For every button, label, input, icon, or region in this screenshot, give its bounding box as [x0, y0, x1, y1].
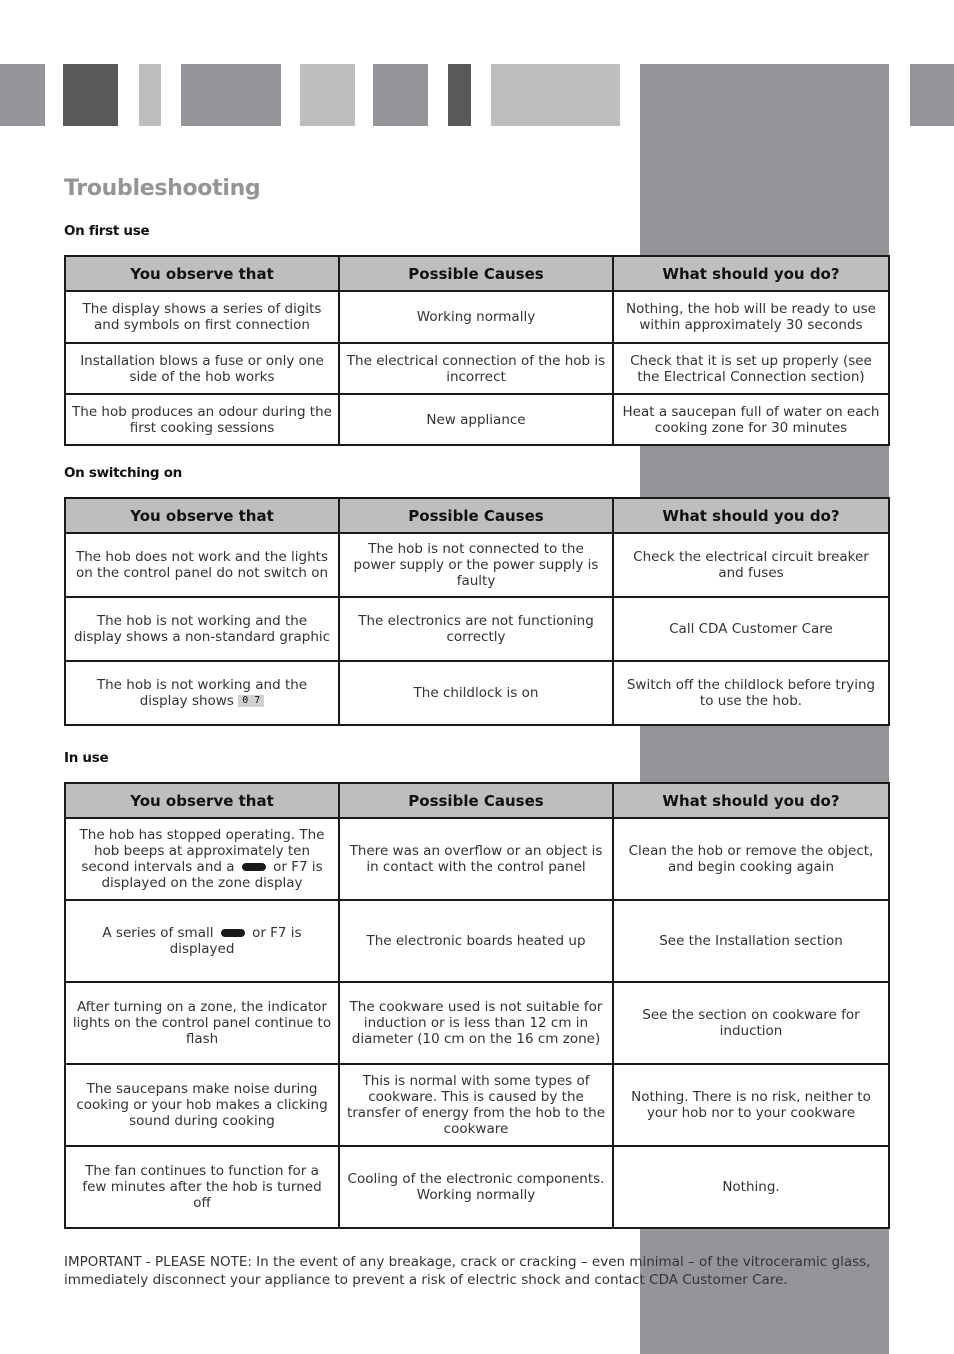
table-row [65, 1064, 889, 1146]
observe-text: or F7 is displayed on the zone display [101, 859, 323, 891]
observe-text: The hob is not working and the display shows [96, 677, 308, 709]
cause-cell: The electronics are not functioning correctly [339, 597, 613, 661]
header-band [63, 64, 118, 126]
table-row [65, 982, 889, 1064]
table-row [65, 291, 889, 343]
header-band [0, 64, 45, 126]
table-row [65, 900, 889, 982]
observe-text: The hob has stopped operating. The hob beeps at approximately ten second intervals and a [79, 827, 325, 875]
observe-cell: The saucepans make noise during cooking or your hob makes a clicking sound during cooking [65, 1064, 339, 1146]
header-band [139, 64, 161, 126]
observe-cell: Installation blows a fuse or only one side of the hob works [65, 343, 339, 394]
table-first-use [64, 255, 890, 446]
cause-cell: The cookware used is not suitable for induction or is less than 12 cm in diameter (10 cm on the 16 cm zone) [339, 982, 613, 1064]
action-cell: Check that it is set up properly (see the Electrical Connection section) [613, 343, 889, 394]
action-cell: See the section on cookware for induction [613, 982, 889, 1064]
cause-cell: This is normal with some types of cookware. This is caused by the transfer of energy from the hob to the cookware [339, 1064, 613, 1146]
section-label-switching-on: On switching on [64, 465, 182, 481]
cause-cell: There was an overflow or an object is in contact with the control panel [339, 818, 613, 900]
header-band [910, 64, 954, 126]
column-header: You observe that [65, 498, 339, 533]
header-band [373, 64, 428, 126]
header-band [448, 64, 471, 126]
observe-cell [65, 661, 339, 725]
observe-cell: The fan continues to function for a few minutes after the hob is turned off [65, 1146, 339, 1228]
action-cell: Heat a saucepan full of water on each cooking zone for 30 minutes [613, 394, 889, 445]
cause-cell: New appliance [339, 394, 613, 445]
header-band [181, 64, 281, 126]
observe-cell: After turning on a zone, the indicator lights on the control panel continue to flash [65, 982, 339, 1064]
action-cell: Clean the hob or remove the object, and begin cooking again [613, 818, 889, 900]
table-row [65, 818, 889, 900]
observe-text: or F7 is displayed [169, 925, 302, 957]
action-cell: Call CDA Customer Care [613, 597, 889, 661]
column-header: Possible Causes [339, 256, 613, 291]
table-row [65, 1146, 889, 1228]
important-note: IMPORTANT - PLEASE NOTE: In the event of any breakage, crack or cracking – even minimal – of the vitroceramic glass, immediately disconnect your appliance to prevent a risk of electric shock and contact CDA Customer Care. [64, 1254, 871, 1288]
cause-cell: The childlock is on [339, 661, 613, 725]
action-cell: Switch off the childlock before trying to use the hob. [613, 661, 889, 725]
action-cell: Check the electrical circuit breaker and fuses [613, 533, 889, 597]
table-row [65, 394, 889, 445]
table-row [65, 343, 889, 394]
table-switching-on [64, 497, 890, 726]
observe-cell [65, 900, 339, 982]
table-row [65, 661, 889, 725]
table-row [65, 533, 889, 597]
section-label-in-use: In use [64, 750, 109, 766]
header-band [300, 64, 355, 126]
action-cell: See the Installation section [613, 900, 889, 982]
column-header: Possible Causes [339, 498, 613, 533]
action-cell: Nothing. [613, 1146, 889, 1228]
column-header: You observe that [65, 256, 339, 291]
observe-cell: The hob is not working and the display shows a non-standard graphic [65, 597, 339, 661]
childlock-display-icon: 0 7 [238, 695, 264, 707]
cause-cell: The hob is not connected to the power supply or the power supply is faulty [339, 533, 613, 597]
table-header-row [65, 498, 889, 533]
section-label-first-use: On first use [64, 223, 150, 239]
observe-cell: The hob produces an odour during the first cooking sessions [65, 394, 339, 445]
pill-symbol-icon [242, 863, 266, 871]
cause-cell: The electrical connection of the hob is incorrect [339, 343, 613, 394]
cause-cell: The electronic boards heated up [339, 900, 613, 982]
column-header: You observe that [65, 783, 339, 818]
observe-cell: The display shows a series of digits and symbols on first connection [65, 291, 339, 343]
page-title: Troubleshooting [64, 176, 261, 201]
column-header: What should you do? [613, 783, 889, 818]
column-header: Possible Causes [339, 783, 613, 818]
action-cell: Nothing. There is no risk, neither to your hob nor to your cookware [613, 1064, 889, 1146]
table-in-use [64, 782, 890, 1229]
action-cell: Nothing, the hob will be ready to use within approximately 30 seconds [613, 291, 889, 343]
table-header-row [65, 783, 889, 818]
cause-cell: Working normally [339, 291, 613, 343]
header-band [491, 64, 620, 126]
table-row [65, 597, 889, 661]
cause-cell: Cooling of the electronic components. Working normally [339, 1146, 613, 1228]
column-header: What should you do? [613, 256, 889, 291]
observe-cell [65, 818, 339, 900]
observe-text: A series of small [102, 925, 214, 941]
observe-cell: The hob does not work and the lights on the control panel do not switch on [65, 533, 339, 597]
column-header: What should you do? [613, 498, 889, 533]
pill-symbol-icon [221, 929, 245, 937]
table-header-row [65, 256, 889, 291]
